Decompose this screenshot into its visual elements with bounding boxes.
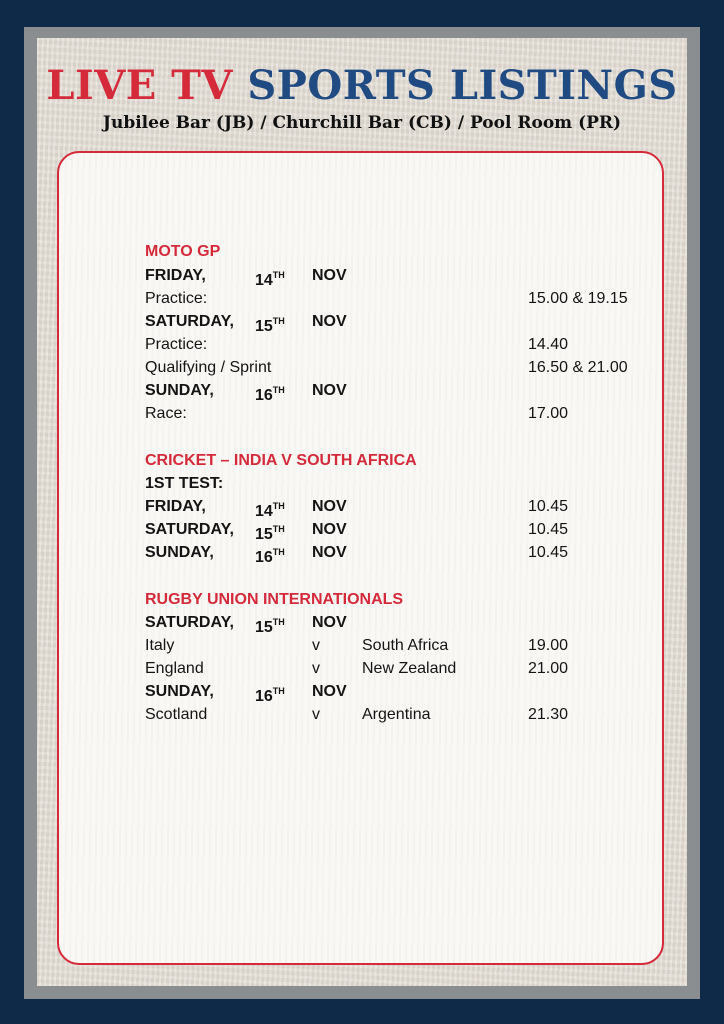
date-row [0,518,724,541]
month: NOV [312,498,347,515]
month: NOV [312,521,347,538]
day-name: FRIDAY, [145,498,206,515]
home-team: Italy [145,637,175,654]
away-team: Argentina [362,706,431,723]
day-number: 15TH [255,524,285,543]
month: NOV [312,614,347,631]
day-name: SUNDAY, [145,683,214,700]
event-time: 10.45 [528,498,569,515]
month: NOV [312,313,347,330]
home-team: England [145,660,204,677]
date-row [0,379,724,402]
away-team: South Africa [362,637,449,654]
month: NOV [312,683,347,700]
date-row [0,264,724,287]
day-name: SATURDAY, [145,521,234,538]
title-sports-listings: SPORTS LISTINGS [247,62,678,109]
section-heading: MOTO GP [145,243,221,260]
month: NOV [312,544,347,561]
event-time: 10.45 [528,544,569,561]
day-name: SUNDAY, [145,544,214,561]
event-time: 21.00 [528,660,569,677]
event-time: 10.45 [528,521,569,538]
section-heading-cricket [0,449,724,472]
test-label: 1ST TEST: [145,475,224,492]
event-label: Race: [145,405,187,422]
event-time: 19.00 [528,637,569,654]
event-label: Practice: [145,290,208,307]
day-number: 14TH [255,270,285,289]
month: NOV [312,382,347,399]
day-number: 15TH [255,316,285,335]
listing-row [0,287,724,310]
event-time: 14.40 [528,336,569,353]
away-team: New Zealand [362,660,457,677]
day-name: SUNDAY, [145,382,214,399]
event-label: Qualifying / Sprint [145,359,272,376]
month: NOV [312,267,347,284]
event-time: 17.00 [528,405,569,422]
home-team: Scotland [145,706,208,723]
subheading-row [0,472,724,495]
match-row [0,703,724,726]
day-number: 16TH [255,385,285,404]
day-number: 15TH [255,617,285,636]
section-heading: CRICKET – INDIA V SOUTH AFRICA [145,452,417,469]
event-label: Practice: [145,336,208,353]
venue-subtitle: Jubilee Bar (JB) / Churchill Bar (CB) / Pool Room (PR) [102,113,622,133]
match-row [0,657,724,680]
listing-row [0,333,724,356]
date-row [0,495,724,518]
match-row [0,634,724,657]
section-heading-rugby [0,588,724,611]
event-time: 21.30 [528,706,569,723]
date-row [0,680,724,703]
day-name: FRIDAY, [145,267,206,284]
section-heading: RUGBY UNION INTERNATIONALS [145,591,404,608]
day-number: 16TH [255,686,285,705]
versus: v [312,637,320,654]
listing-row [0,402,724,425]
day-name: SATURDAY, [145,313,234,330]
date-row [0,611,724,634]
day-number: 14TH [255,501,285,520]
day-number: 16TH [255,547,285,566]
versus: v [312,660,320,677]
title-live-tv: LIVE TV [46,62,233,109]
date-row [0,541,724,564]
date-row [0,310,724,333]
page-title [0,62,724,110]
event-time: 16.50 & 21.00 [528,359,628,376]
section-heading-motogp [0,240,724,263]
listing-row [0,356,724,379]
event-time: 15.00 & 19.15 [528,290,628,307]
day-name: SATURDAY, [145,614,234,631]
versus: v [312,706,320,723]
